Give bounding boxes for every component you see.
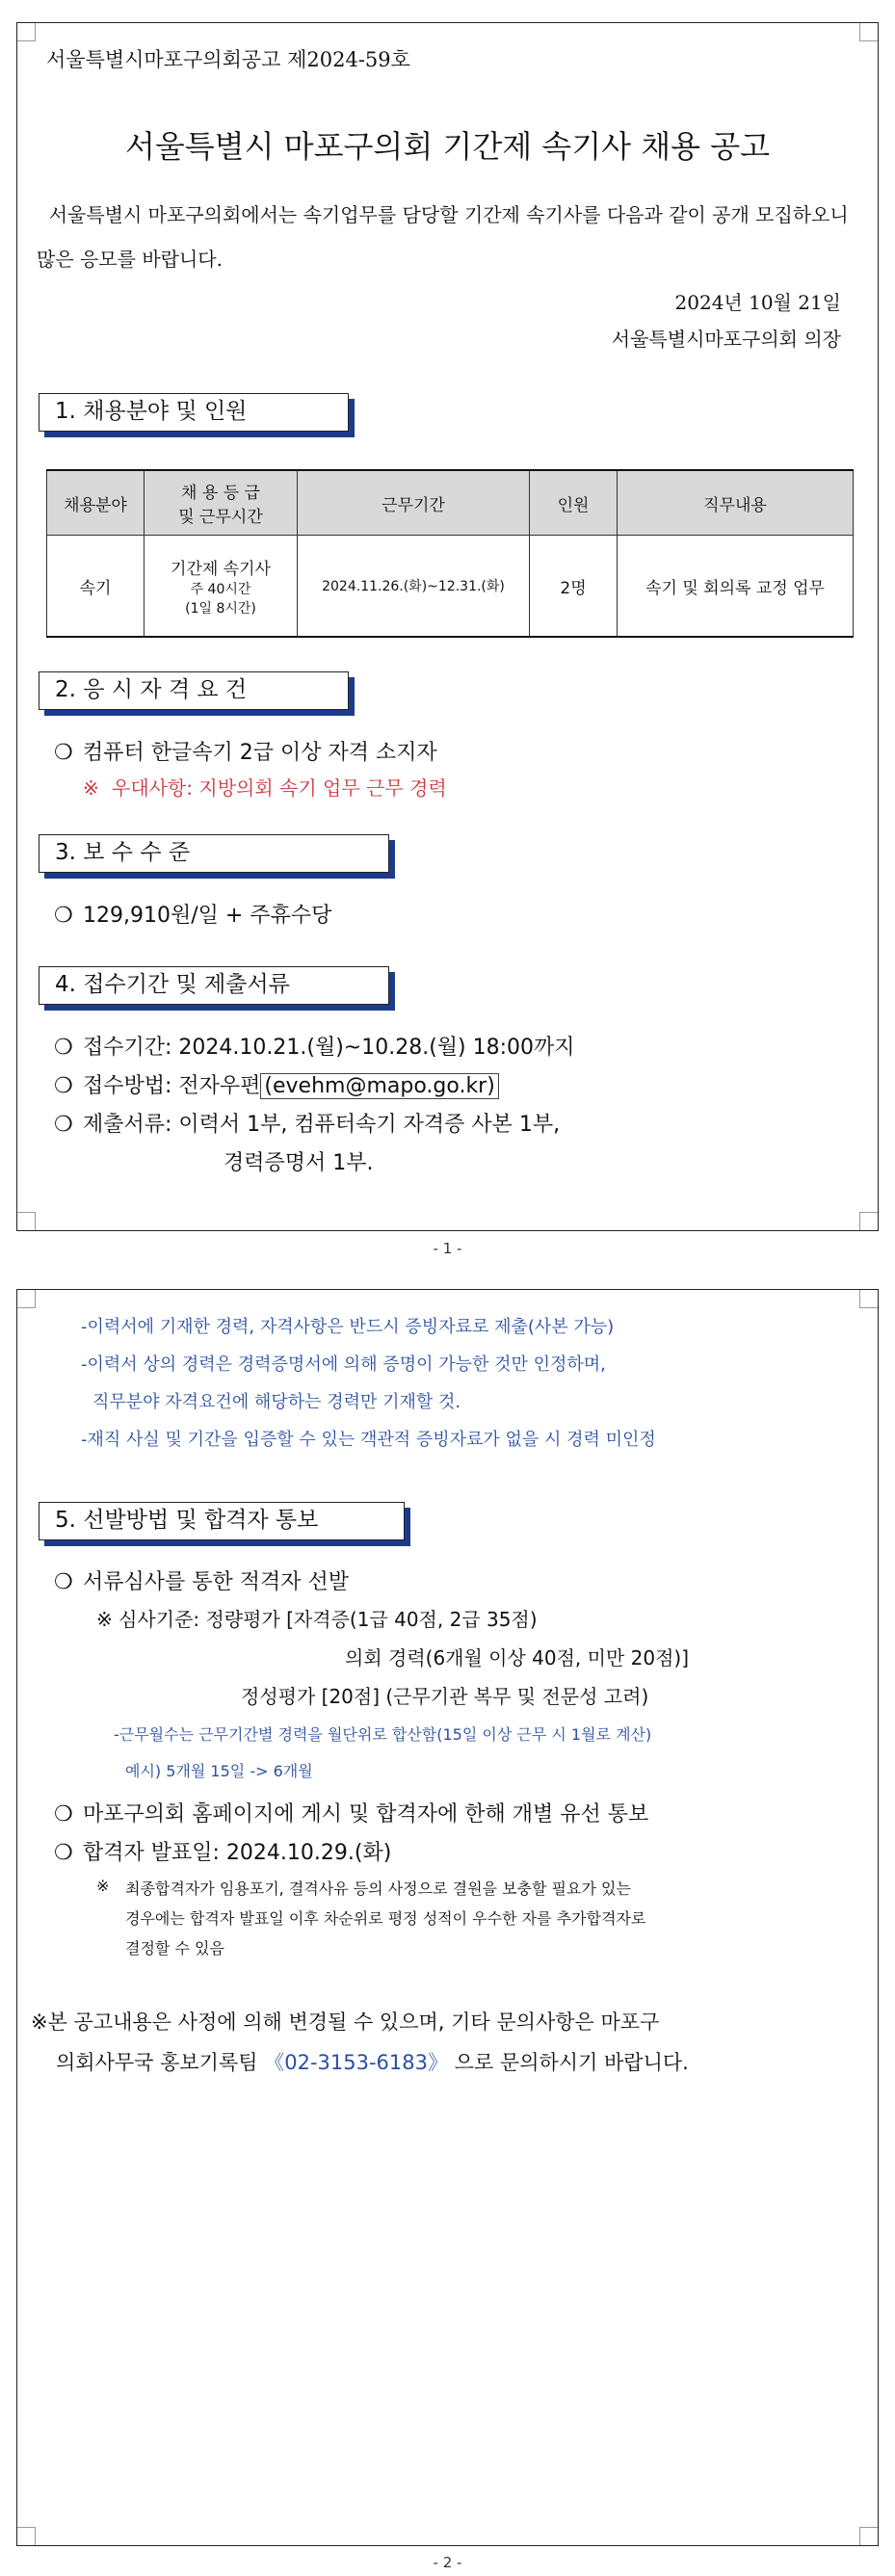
preference-note: ※ 우대사항: 지방의회 속기 업무 근무 경력 <box>83 776 447 800</box>
bullet-icon: ❍ <box>54 741 73 765</box>
bullet-icon: ❍ <box>54 1113 73 1137</box>
application-period: ❍ 접수기간: 2024.10.21.(월)~10.28.(월) 18:00까지 <box>54 1036 575 1060</box>
phone-number: 《02-3153-6183》 <box>264 2051 448 2074</box>
table-header: 채 용 등 급 및 근무시간 <box>145 470 298 536</box>
screening-item: ❍ 서류심사를 통한 적격자 선발 <box>54 1570 350 1594</box>
section-heading-5: 5. 선발방법 및 합격자 통보 <box>39 1502 405 1540</box>
bullet-icon: ❍ <box>54 1841 73 1865</box>
note-icon: ※ <box>96 1877 110 1895</box>
note-icon: ※ <box>83 776 99 800</box>
page-number: - 1 - <box>433 1240 462 1257</box>
note-line: -재직 사실 및 기간을 입증할 수 있는 객관적 증빙자료가 없을 시 경력 미인정 <box>81 1430 656 1450</box>
document-number: 서울특별시마포구의회공고 제2024-59호 <box>46 48 410 71</box>
months-example: 예시) 5개월 15일 -> 6개월 <box>125 1762 313 1780</box>
document-page-2 <box>16 1289 879 2546</box>
crop-mark <box>17 1212 36 1230</box>
table-row <box>47 536 854 638</box>
final-note: 최종합격자가 임용포기, 결격사유 등의 사정으로 결원을 보충할 필요가 있는 <box>125 1879 631 1898</box>
section-heading-2: 2. 응 시 자 격 요 건 <box>39 671 349 710</box>
months-note: -근무월수는 근무기간별 경력을 월단위로 합산함(15일 이상 근무 시 1월로 계산) <box>114 1725 652 1744</box>
salary-item: ❍ 129,910원/일 + 주휴수당 <box>54 904 332 928</box>
section-heading-3: 3. 보 수 수 준 <box>39 834 389 873</box>
criteria-line: ※ 심사기준: 정량평가 [자격증(1급 40점, 2급 35점) <box>96 1608 538 1631</box>
table-header: 직무내용 <box>618 470 854 536</box>
note-line: -이력서 상의 경력은 경력증명서에 의해 증명이 가능한 것만 인정하며, <box>81 1354 606 1375</box>
final-note: 결정할 수 있음 <box>125 1939 224 1958</box>
criteria-line: 의회 경력(6개월 이상 40점, 미만 20점)] <box>345 1646 690 1669</box>
crop-mark <box>17 2527 36 2545</box>
table-header-row <box>47 470 854 536</box>
intro-paragraph: 서울특별시 마포구의회에서는 속기업무를 담당할 기간제 속기사를 다음과 같이 공개 모집하오니 많은 응모를 바랍니다. <box>37 203 849 271</box>
notice-item: ❍ 마포구의회 홈페이지에 게시 및 합격자에 한해 개별 유선 통보 <box>54 1802 649 1827</box>
table-header: 채용분야 <box>47 470 145 536</box>
bullet-icon: ❍ <box>54 1570 73 1594</box>
crop-mark <box>17 23 36 41</box>
bullet-icon: ❍ <box>54 1036 73 1060</box>
table-cell: 속기 및 회의록 교정 업무 <box>618 536 854 638</box>
crop-mark <box>859 23 878 41</box>
final-note: 경우에는 합격자 발표일 이후 차순위로 평정 성적이 우수한 자를 추가합격자로 <box>125 1909 646 1928</box>
crop-mark <box>859 1212 878 1230</box>
closing-note-cont: 의회사무국 홍보기록팀 《02-3153-6183》 으로 문의하시기 바랍니다. <box>56 2051 689 2074</box>
required-documents-cont: 경력증명서 1부. <box>224 1151 374 1175</box>
criteria-line: 정성평가 [20점] (근무기관 복무 및 전문성 고려) <box>241 1685 649 1708</box>
page-number: - 2 - <box>433 2554 462 2571</box>
crop-mark <box>17 1290 36 1308</box>
table-header: 근무기간 <box>298 470 530 536</box>
application-method: ❍ 접수방법: 전자우편 (evehm@mapo.go.kr) <box>54 1069 499 1099</box>
crop-mark <box>859 1290 878 1308</box>
bullet-icon: ❍ <box>54 904 73 928</box>
qualification-item: ❍ 컴퓨터 한글속기 2급 이상 자격 소지자 <box>54 741 437 765</box>
note-line: 직무분야 자격요건에 해당하는 경력만 기재할 것. <box>92 1392 461 1412</box>
table-cell: 속기 <box>47 536 145 638</box>
announcement-date: 2024년 10월 21일 <box>674 291 841 314</box>
table-header: 인원 <box>530 470 618 536</box>
page-title: 서울특별시 마포구의회 기간제 속기사 채용 공고 <box>124 128 771 165</box>
recruit-table <box>46 469 854 638</box>
signer: 서울특별시마포구의회 의장 <box>611 328 841 351</box>
email-link[interactable]: (evehm@mapo.go.kr) <box>260 1073 498 1099</box>
crop-mark <box>859 2527 878 2545</box>
section-heading-4: 4. 접수기간 및 제출서류 <box>39 966 389 1005</box>
required-documents: ❍ 제출서류: 이력서 1부, 컴퓨터속기 자격증 사본 1부, <box>54 1113 561 1137</box>
table-cell: 2024.11.26.(화)~12.31.(화) <box>298 536 530 638</box>
bullet-icon: ❍ <box>54 1802 73 1827</box>
bullet-icon: ❍ <box>54 1074 73 1098</box>
section-heading-1: 1. 채용분야 및 인원 <box>39 393 349 432</box>
announce-item: ❍ 합격자 발표일: 2024.10.29.(화) <box>54 1841 392 1865</box>
table-cell: 2명 <box>530 536 618 638</box>
closing-note: ※본 공고내용은 사정에 의해 변경될 수 있으며, 기타 문의사항은 마포구 <box>31 2011 660 2034</box>
document-page-1 <box>16 22 879 1231</box>
table-cell: 기간제 속기사 주 40시간 (1일 8시간) <box>145 536 298 638</box>
note-line: -이력서에 기재한 경력, 자격사항은 반드시 증빙자료로 제출(사본 가능) <box>81 1317 615 1337</box>
